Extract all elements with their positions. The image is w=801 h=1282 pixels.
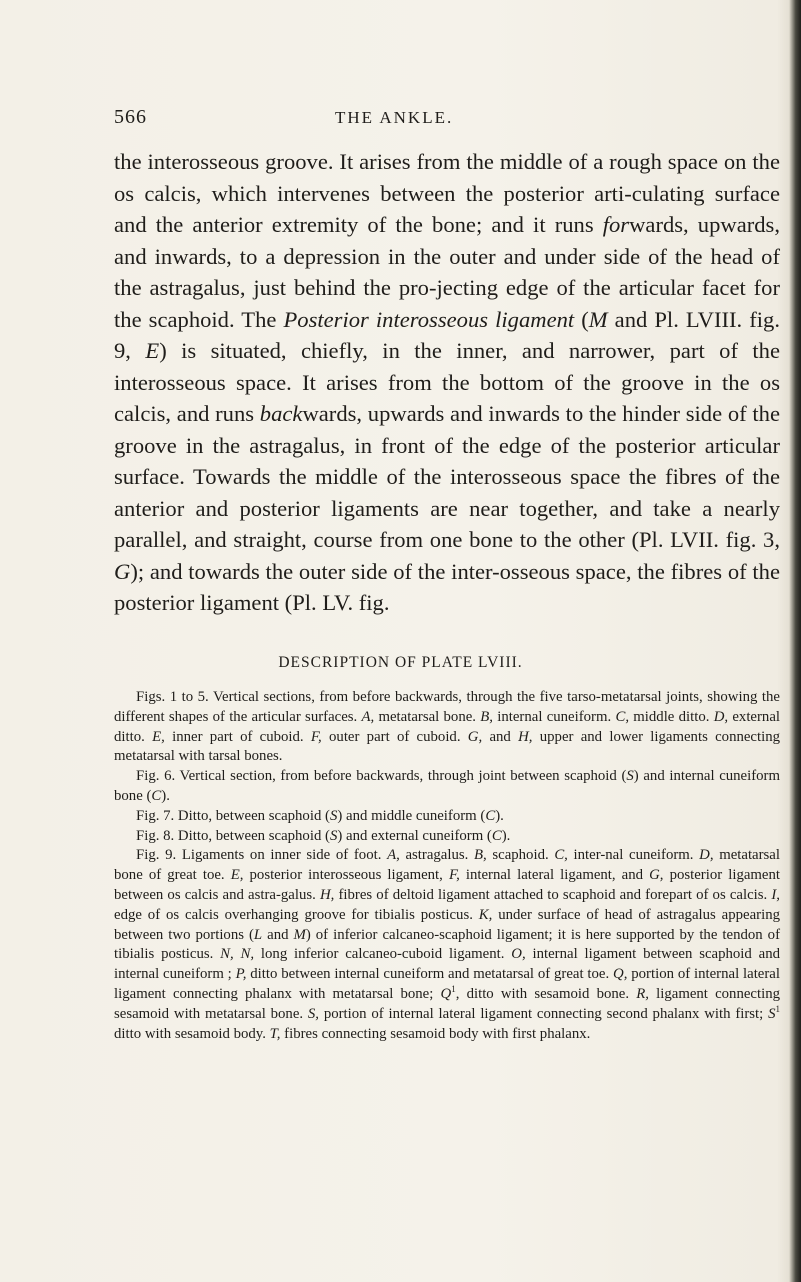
desc-paragraph (114, 827, 780, 847)
text-run: ). (161, 787, 170, 804)
italic-run: S (626, 768, 634, 785)
italic-run: A, (387, 847, 400, 864)
text-run: under surface of head of astragalus appearing between two portions ( (114, 906, 780, 943)
italic-run: S (768, 1005, 776, 1022)
text-run: inner part of cuboid. (164, 728, 311, 745)
italic-run: F, (448, 867, 460, 884)
text-run: ditto with sesamoid body. (114, 1025, 270, 1042)
desc-paragraph (114, 807, 780, 827)
italic-run: E, (230, 867, 244, 884)
italic-run: C (491, 827, 502, 844)
text-run: and (482, 728, 519, 745)
body-text (114, 146, 780, 619)
text-run: ) is situated, chiefly, in the inner, and narrower, part of the interosseous space. It arises from the bottom of the groove in the os calcis, and runs (114, 338, 781, 426)
italic-run: C, (554, 847, 568, 864)
text-run: Figs. 1 to 5. Vertical sections, from before backwards, through the five tarso-metatarsal joints, showing the different shapes of the articular surfaces. (114, 689, 780, 725)
text-run: wards, upwards, and inwards, to a depression in the outer and under side of the head of the astragalus, just behind the pro-jecting edge of the articular facet for the scaphoid. The (114, 212, 780, 332)
text-run: Fig. 8. Ditto, between scaphoid ( (136, 827, 330, 844)
text-run: Fig. 9. Ligaments on inner side of foot. (136, 847, 388, 864)
italic-run: H, (319, 886, 335, 903)
text-run: portion of internal lateral ligament connecting second phalanx with first; (319, 1005, 769, 1022)
plate-description-title: DESCRIPTION OF PLATE LVIII. (278, 654, 523, 671)
text-run: metatarsal bone. (374, 708, 481, 725)
italic-run: G (114, 558, 131, 584)
desc-paragraph (114, 767, 780, 807)
header-title: THE ANKLE. (335, 108, 454, 127)
italic-run: S (329, 807, 338, 824)
italic-run: C, (615, 708, 630, 725)
text-run: outer part of cuboid. (321, 728, 468, 745)
text-run: ditto between internal cuneiform and metatarsal of great toe. (246, 966, 614, 983)
text-run: ). (501, 827, 511, 844)
text-run: fibres of deltoid ligament attached to scaphoid and forepart of os calcis. (334, 886, 772, 903)
italic-run: B, (473, 847, 487, 864)
superscript-run: 1 (775, 1003, 780, 1014)
italic-run: B, (480, 708, 493, 725)
text-run: posterior interosseous ligament, (243, 867, 449, 884)
text-run: internal ligament between scaphoid and internal cuneiform ; (114, 946, 780, 983)
italic-run: I, (771, 886, 780, 903)
italic-run: Q, (613, 966, 628, 983)
text-run: scaphoid. (486, 847, 555, 864)
desc-paragraph (114, 846, 780, 1044)
text-run: internal cuneiform. (493, 708, 616, 725)
italic-run: M (588, 306, 608, 332)
superscript-run: 1 (451, 984, 456, 995)
body-paragraph (114, 146, 780, 619)
italic-run: E (145, 338, 160, 363)
text-run: astragalus. (399, 847, 474, 864)
italic-run: G, (649, 867, 664, 884)
text-run: ( (574, 306, 589, 332)
text-run: Fig. 7. Ditto, between scaphoid ( (136, 807, 330, 824)
text-run: Fig. 6. Vertical section, from before backwards, through joint between scaphoid ( (136, 768, 627, 785)
text-run: middle ditto. (629, 708, 714, 725)
italic-run: C (151, 787, 162, 804)
text-run: ) and internal cuneiform bone ( (114, 768, 780, 804)
text-run: edge of os calcis overhanging groove for tibialis posticus. (114, 906, 479, 923)
text-run: and (262, 926, 294, 943)
italic-run: S, (307, 1005, 320, 1022)
text-run: wards, upwards and inwards to the hinder side of the groove in the astragalus, in front of the edge of the posterior articular surface. Towards the middle of the interosseous space the fibres of the anterior and posterior ligaments are near together, and take a nearly parallel, and straight, course from one bone to the other (Pl. LVII. fig. 3, (114, 401, 780, 552)
text-run: inter-nal cuneiform. (567, 847, 700, 864)
italic-run: L (253, 926, 263, 943)
italic-run: P, (235, 966, 247, 983)
text-run: and Pl. LVIII. fig. 9, (114, 306, 780, 363)
text-run: ligament connecting sesamoid with metatarsal bone. (114, 985, 780, 1022)
text-run: ) and middle cuneiform ( (337, 807, 486, 824)
text-run: the interosseous groove. It arises from the middle of a rough space on the os calcis, which intervenes between the posterior arti-culating surface and the anterior extremity of the bone; and it runs (114, 149, 780, 237)
italic-run: S (329, 827, 338, 844)
italic-run: C (485, 807, 496, 824)
italic-run: D, (713, 708, 729, 725)
text-run: upper and lower ligaments connecting metatarsal with tarsal bones. (114, 728, 781, 765)
italic-run: G, (467, 728, 483, 745)
text-run: ) of inferior calcaneo-scaphoid ligament; it is here supported by the tendon of tibialis posticus. (114, 926, 780, 963)
italic-run: M (293, 926, 306, 943)
italic-run: E, (152, 728, 165, 745)
italic-run: D, (699, 847, 714, 864)
italic-run: K, (478, 906, 493, 923)
text-run: portion of internal lateral ligament connecting phalanx with metatarsal bone; (114, 966, 780, 1002)
page-number: 566 (114, 106, 147, 128)
desc-paragraph (114, 688, 780, 767)
italic-run: A, (361, 708, 375, 725)
text-run: internal lateral ligament, and (459, 867, 650, 884)
ligament-name: Posterior interosseous ligament (283, 306, 575, 332)
italic-run: Q (440, 985, 452, 1002)
italic-run: H, (518, 728, 533, 745)
text-run: posterior ligament between os calcis and astra-galus. (114, 867, 781, 903)
text-run: fibres connecting sesamoid body with first phalanx. (280, 1025, 591, 1042)
italic-run: back (259, 401, 303, 426)
text-run: , ditto with sesamoid bone. (455, 985, 637, 1002)
italic-run: O, (511, 946, 526, 963)
text-run: external ditto. (114, 708, 781, 745)
text-run: ); and towards the outer side of the inter-osseous space, the fibres of the posterior ligament (Pl. LV. fig. (114, 558, 780, 615)
running-head (0, 106, 801, 136)
italic-run: for (602, 212, 630, 237)
italic-run: R, (636, 985, 649, 1002)
text-run: metatarsal bone of great toe. (114, 847, 780, 884)
italic-run: F, (310, 728, 322, 745)
italic-run: N, N, (220, 946, 255, 963)
italic-run: T, (269, 1025, 281, 1042)
text-run: ) and external cuneiform ( (337, 827, 492, 844)
page-edge (789, 0, 801, 1282)
text-run: ). (495, 807, 504, 824)
plate-description (114, 688, 780, 1044)
text-run: long inferior calcaneo-cuboid ligament. (254, 946, 512, 963)
